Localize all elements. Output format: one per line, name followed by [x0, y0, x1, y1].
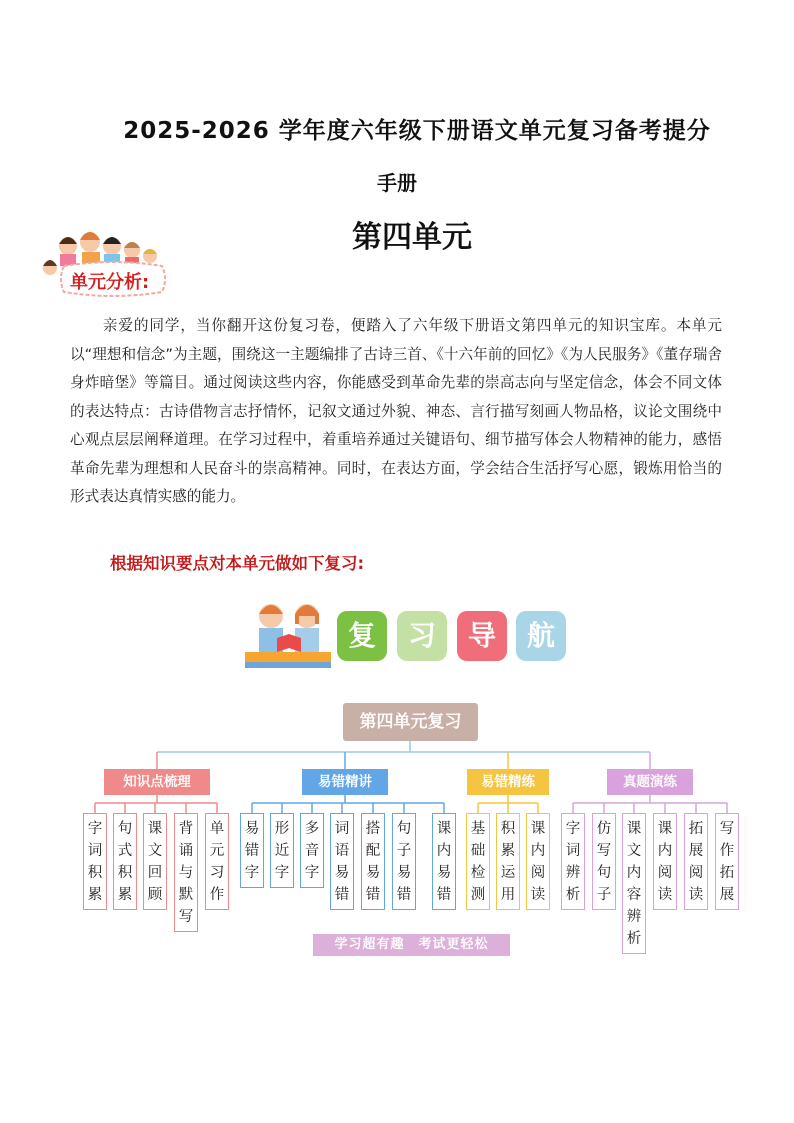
mindmap-leaf: 写作拓展 — [715, 813, 739, 910]
mindmap-category: 易错精练 — [467, 769, 549, 795]
nav-tile: 习 — [397, 611, 447, 661]
mindmap-leaf: 形近字 — [270, 813, 294, 888]
document-title: 2025-2026 学年度六年级下册语文单元复习备考提分 — [123, 118, 711, 144]
mindmap-leaf: 词语易错 — [330, 813, 354, 910]
review-heading: 根据知识要点对本单元做如下复习: — [110, 554, 365, 573]
mindmap-leaf: 多音字 — [300, 813, 324, 888]
mindmap-leaf: 课内易错 — [432, 813, 456, 910]
mindmap-category: 真题演练 — [607, 769, 693, 795]
mindmap-leaf: 课内阅读 — [653, 813, 677, 910]
mindmap-leaf: 课内阅读 — [526, 813, 550, 910]
mindmap-leaf: 句式积累 — [113, 813, 137, 910]
slogan-banner: 学习超有趣 考试更轻松 — [313, 934, 510, 956]
mindmap-leaf: 背诵与默写 — [174, 813, 198, 932]
mindmap-root: 第四单元复习 — [343, 703, 478, 741]
mindmap-leaf: 易错字 — [240, 813, 264, 888]
mindmap-leaf: 拓展阅读 — [684, 813, 708, 910]
mindmap-leaf: 单元习作 — [205, 813, 229, 910]
mindmap-leaf: 搭配易错 — [361, 813, 385, 910]
analysis-text: 亲爱的同学，当你翻开这份复习卷，便踏入了六年级下册语文第四单元的知识宝库。本单元以“理想和信念”为主题，围绕这一主题编排了古诗三首、《十六年前的回忆》《为人民服务》《董存瑞舍身炸暗堡》等篇目。通过阅读这些内容，你能感受到革命先辈的崇高志向与坚定信念，体会不同文体的表达特点：古诗借物言志抒情怀，记叙文通过外貌、神态、言行描写刻画人物品格，议论文围绕中心观点层层阐释道理。在学习过程中，着重培养通过关键语句、细节描写体会人物精神的能力，感悟革命先辈为理想和人民奋斗的崇高精神。同时，在表达方面，学会结合生活抒写心愿，锻炼用恰当的形式表达真情实感的能力。 — [70, 317, 722, 505]
mindmap-leaf: 课文回顾 — [143, 813, 167, 910]
unit-title: 第四单元 — [352, 220, 472, 255]
nav-tile: 复 — [337, 611, 387, 661]
mindmap-category: 知识点梳理 — [104, 769, 210, 795]
mindmap-leaf: 课文内容辨析 — [622, 813, 646, 954]
mindmap-leaf: 基础检测 — [466, 813, 490, 910]
mindmap-leaf: 积累运用 — [496, 813, 520, 910]
mindmap-leaf: 句子易错 — [392, 813, 416, 910]
mindmap-leaf: 字词辨析 — [561, 813, 585, 910]
nav-tile: 导 — [457, 611, 507, 661]
document-title-continued: 手册 — [377, 171, 417, 195]
mindmap-leaf: 仿写句子 — [592, 813, 616, 910]
mindmap-category: 易错精讲 — [302, 769, 388, 795]
mindmap-leaf: 字词积累 — [83, 813, 107, 910]
analysis-label: 单元分析: — [70, 272, 150, 293]
nav-tile: 航 — [516, 611, 566, 661]
